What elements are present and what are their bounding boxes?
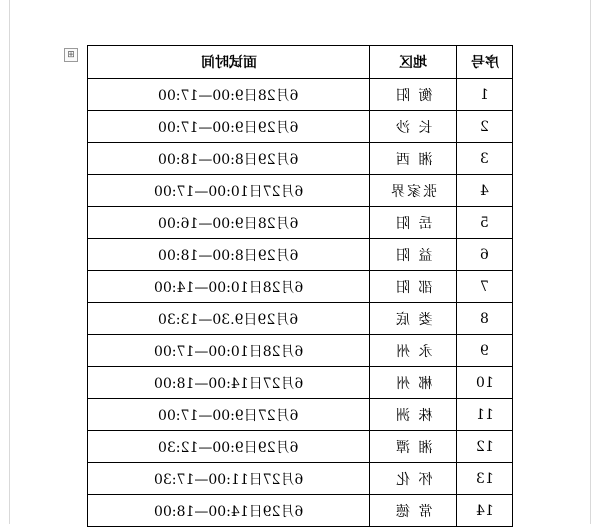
region-text: 湘 潭 <box>393 439 433 456</box>
time-text: 6月28日9:00—17:00 <box>158 87 299 104</box>
header-cell-seq <box>457 46 513 79</box>
region-text: 岳 阳 <box>393 215 433 232</box>
cell-time[interactable] <box>88 271 370 303</box>
time-text: 6月29日8:00—18:00 <box>158 247 299 264</box>
cell-region[interactable] <box>370 335 457 367</box>
cell-time[interactable] <box>88 143 370 175</box>
seq-text: 12 <box>475 438 494 455</box>
table-move-handle-icon[interactable]: ⊞ <box>64 48 78 62</box>
cell-seq[interactable] <box>457 399 513 431</box>
region-text: 永 州 <box>393 343 433 360</box>
cell-region[interactable] <box>370 239 457 271</box>
time-text: 6月27日9:00—17:00 <box>158 407 299 424</box>
table-row <box>88 175 513 207</box>
seq-text: 2 <box>480 118 489 135</box>
time-text: 6月29日9:00—12:30 <box>158 439 299 456</box>
time-text: 6月27日11:00—17:30 <box>153 471 304 488</box>
cell-time[interactable] <box>88 207 370 239</box>
table-row <box>88 79 513 111</box>
cell-region[interactable] <box>370 495 457 527</box>
time-text: 6月28日10:00—14:00 <box>153 279 304 296</box>
seq-text: 4 <box>480 182 489 199</box>
region-text: 娄 底 <box>393 311 433 328</box>
header-region-label: 地区 <box>399 55 427 71</box>
seq-text: 14 <box>475 502 494 519</box>
page-right-edge <box>590 0 591 524</box>
cell-time[interactable] <box>88 463 370 495</box>
region-text: 郴 州 <box>393 375 433 392</box>
cell-region[interactable] <box>370 207 457 239</box>
seq-text: 8 <box>480 310 489 327</box>
region-text: 邵 阳 <box>393 279 433 296</box>
seq-text: 5 <box>480 214 489 231</box>
table-row <box>88 303 513 335</box>
table-row <box>88 463 513 495</box>
time-text: 6月28日10:00—17:00 <box>153 343 304 360</box>
cell-seq[interactable] <box>457 431 513 463</box>
cell-seq[interactable] <box>457 175 513 207</box>
cell-time[interactable] <box>88 303 370 335</box>
time-text: 6月29日14:00—18:00 <box>153 503 304 520</box>
time-text: 6月27日14:00—18:00 <box>153 375 304 392</box>
table-row <box>88 239 513 271</box>
table-row <box>88 335 513 367</box>
cell-region[interactable] <box>370 175 457 207</box>
region-text: 怀 化 <box>393 471 433 488</box>
table-row <box>88 495 513 527</box>
cell-region[interactable] <box>370 271 457 303</box>
time-text: 6月29日9:00—17:00 <box>158 119 299 136</box>
time-text: 6月29日9.30—13:30 <box>158 311 299 328</box>
seq-text: 13 <box>475 470 494 487</box>
table-row <box>88 207 513 239</box>
region-text: 长 沙 <box>393 119 433 136</box>
cell-time[interactable] <box>88 111 370 143</box>
table-row <box>88 271 513 303</box>
cell-time[interactable] <box>88 431 370 463</box>
cell-region[interactable] <box>370 431 457 463</box>
time-text: 6月27日10:00—17:00 <box>153 183 304 200</box>
table-row <box>88 111 513 143</box>
seq-text: 10 <box>475 374 494 391</box>
table-row <box>88 367 513 399</box>
cell-region[interactable] <box>370 111 457 143</box>
page-left-edge <box>9 0 10 524</box>
time-text: 6月29日8:00—18:00 <box>158 151 299 168</box>
cell-seq[interactable] <box>457 463 513 495</box>
seq-text: 6 <box>480 246 489 263</box>
seq-text: 3 <box>480 150 489 167</box>
table-row <box>88 143 513 175</box>
cell-seq[interactable] <box>457 207 513 239</box>
seq-text: 9 <box>480 342 489 359</box>
header-cell-time <box>88 46 370 79</box>
region-text: 益 阳 <box>393 247 433 264</box>
cell-region[interactable] <box>370 367 457 399</box>
header-cell-region <box>370 46 457 79</box>
region-text: 株 洲 <box>393 407 433 424</box>
cell-seq[interactable] <box>457 111 513 143</box>
region-text: 衡 阳 <box>393 87 433 104</box>
seq-text: 11 <box>475 406 494 423</box>
header-time-label: 面试时间 <box>200 55 257 71</box>
region-text: 张家界 <box>389 183 437 200</box>
cell-time[interactable] <box>88 335 370 367</box>
seq-text: 7 <box>480 278 489 295</box>
cell-time[interactable] <box>88 495 370 527</box>
region-text: 湘 西 <box>393 151 433 168</box>
cell-time[interactable] <box>88 175 370 207</box>
cell-time[interactable] <box>88 239 370 271</box>
cell-time[interactable] <box>88 399 370 431</box>
interview-schedule-table <box>87 45 513 527</box>
cell-region[interactable] <box>370 399 457 431</box>
cell-seq[interactable] <box>457 271 513 303</box>
cell-region[interactable] <box>370 143 457 175</box>
header-seq-label: 序号 <box>470 55 499 71</box>
cell-seq[interactable] <box>457 303 513 335</box>
cell-time[interactable] <box>88 367 370 399</box>
table-header-row <box>88 46 513 79</box>
cell-time[interactable] <box>88 79 370 111</box>
cell-seq[interactable] <box>457 239 513 271</box>
table-body <box>88 79 513 527</box>
cell-seq[interactable] <box>457 143 513 175</box>
cell-region[interactable] <box>370 79 457 111</box>
table-row <box>88 399 513 431</box>
table-row <box>88 431 513 463</box>
region-text: 常 德 <box>393 503 433 520</box>
cell-region[interactable] <box>370 463 457 495</box>
time-text: 6月28日9:00—16:00 <box>158 215 299 232</box>
cell-seq[interactable] <box>457 79 513 111</box>
seq-text: 1 <box>480 86 489 103</box>
cell-seq[interactable] <box>457 495 513 527</box>
cell-seq[interactable] <box>457 367 513 399</box>
cell-seq[interactable] <box>457 335 513 367</box>
cell-region[interactable] <box>370 303 457 335</box>
